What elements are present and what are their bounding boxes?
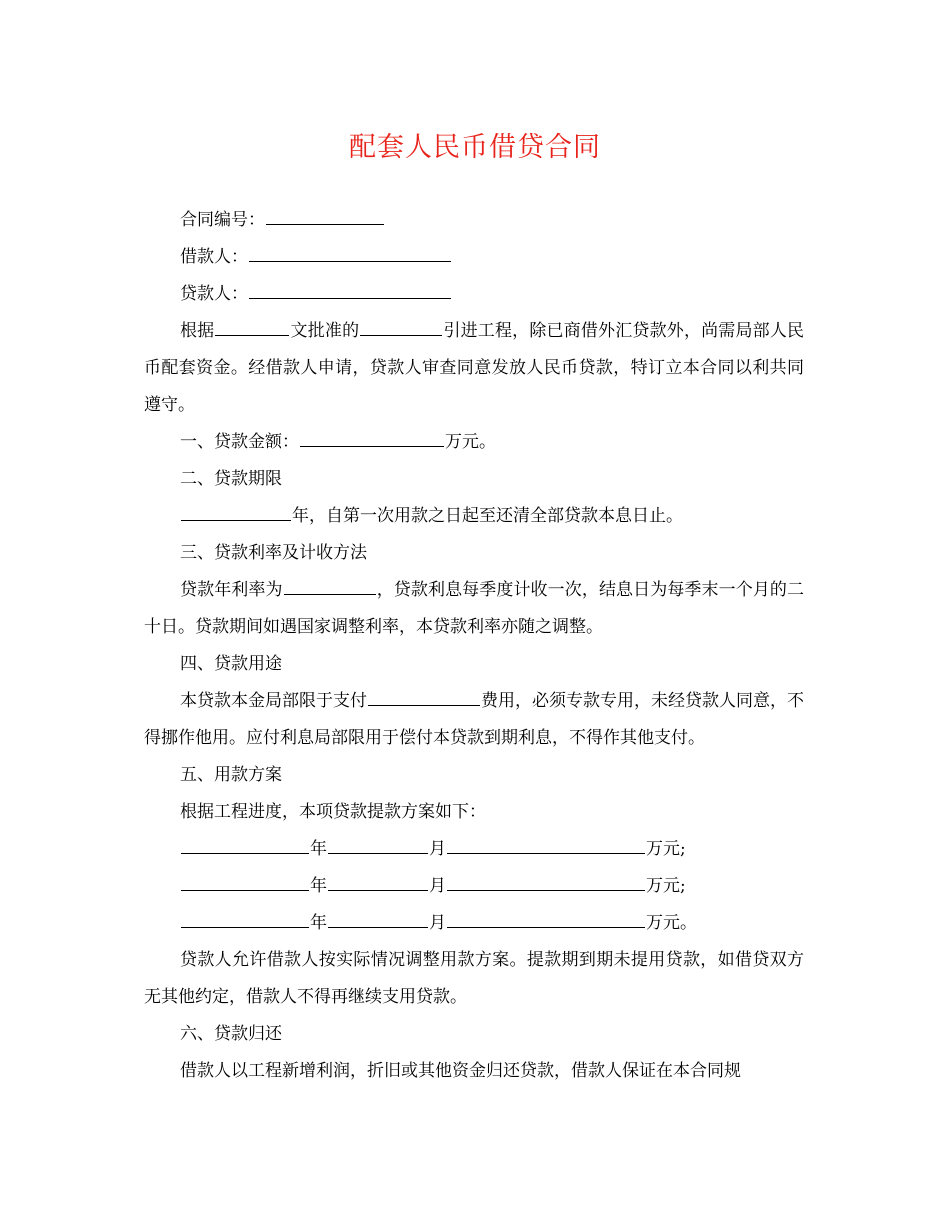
- contract-title: 配套人民币借贷合同: [349, 132, 601, 163]
- purpose-text-a: 本贷款本金局部限于支付: [180, 691, 367, 711]
- plan-row-1-month-blank: [328, 838, 428, 854]
- plan-row-1-unit: 万元;: [646, 839, 686, 859]
- plan-row-3-year: 年: [310, 913, 327, 933]
- plan-row-1-year-blank: [181, 838, 309, 854]
- section-2-term: [144, 498, 804, 535]
- section-3-rate: [144, 572, 804, 646]
- rate-text-b: ，贷款利息每季度计收一次，结息日为每季末一个月的二十日。贷款期间如遇国家调整利率，本贷款利率亦随之调整。: [144, 580, 805, 637]
- rate-blank: [284, 579, 376, 595]
- section-1-amount: [144, 424, 804, 461]
- plan-row-3-month: 月: [429, 913, 446, 933]
- amount-blank: [300, 431, 444, 447]
- purpose-text-b: 费用，必须专款专用，未经贷款人同意，不得挪作他用。应付利息局部限用于偿付本贷款到期利息，不得作其他支付。: [144, 691, 804, 748]
- section-6-heading: 六、贷款归还: [180, 1024, 282, 1044]
- lender-blank: [249, 283, 451, 299]
- plan-row-1: [144, 831, 804, 868]
- approval-doc-blank: [215, 320, 289, 336]
- plan-row-1-amount-blank: [447, 838, 645, 854]
- project-name-blank: [360, 320, 442, 336]
- plan-row-2-year: 年: [310, 876, 327, 896]
- plan-row-3-unit: 万元。: [646, 913, 697, 933]
- section-1-heading: 一、贷款金额：: [180, 432, 299, 452]
- section-6-repay: 借款人以工程新增利润，折旧或其他资金归还贷款，借款人保证在本合同规: [180, 1061, 741, 1081]
- contract-number-blank: [266, 209, 384, 225]
- amount-unit: 万元。: [445, 432, 496, 452]
- intro-paragraph: [144, 313, 804, 424]
- contract-body: [144, 202, 804, 1090]
- plan-row-2: [144, 868, 804, 905]
- intro-text-b: 文批准的: [290, 321, 360, 341]
- contract-number-line: [144, 202, 804, 239]
- plan-row-2-year-blank: [181, 875, 309, 891]
- plan-row-3-amount-blank: [447, 912, 645, 928]
- section-5-intro: 根据工程进度，本项贷款提款方案如下：: [180, 802, 486, 822]
- plan-row-1-month: 月: [429, 839, 446, 859]
- borrower-blank: [249, 246, 451, 262]
- contract-number-label: 合同编号：: [180, 210, 265, 230]
- plan-row-3-year-blank: [181, 912, 309, 928]
- plan-row-2-month: 月: [429, 876, 446, 896]
- term-text: 年，自第一次用款之日起至还清全部贷款本息日止。: [292, 506, 683, 526]
- section-5-heading: 五、用款方案: [180, 765, 282, 785]
- borrower-label: 借款人：: [180, 247, 248, 267]
- plan-row-3: [144, 905, 804, 942]
- intro-text-c: 引进工程，除已商借外汇贷款外，尚需局部人民币配套资金。经借款人申请，贷款人审查同意发放人民币贷款，特订立本合同以利共同遵守。: [144, 321, 805, 415]
- section-4-purpose: [144, 683, 804, 757]
- purpose-blank: [368, 690, 480, 706]
- lender-line: [144, 276, 804, 313]
- plan-row-2-month-blank: [328, 875, 428, 891]
- plan-row-3-month-blank: [328, 912, 428, 928]
- section-2-heading: 二、贷款期限: [180, 469, 282, 489]
- section-3-heading: 三、贷款利率及计收方法: [180, 543, 367, 563]
- intro-text-a: 根据: [180, 321, 215, 341]
- section-5-adjust: 贷款人允许借款人按实际情况调整用款方案。提款期到期未提用贷款，如借贷双方无其他约定，借款人不得再继续支用贷款。: [144, 950, 804, 1007]
- rate-text-a: 贷款年利率为: [180, 580, 283, 600]
- plan-row-2-amount-blank: [447, 875, 645, 891]
- lender-label: 贷款人：: [180, 284, 248, 304]
- plan-row-1-year: 年: [310, 839, 327, 859]
- plan-row-2-unit: 万元;: [646, 876, 686, 896]
- term-years-blank: [181, 505, 291, 521]
- section-4-heading: 四、贷款用途: [180, 654, 282, 674]
- borrower-line: [144, 239, 804, 276]
